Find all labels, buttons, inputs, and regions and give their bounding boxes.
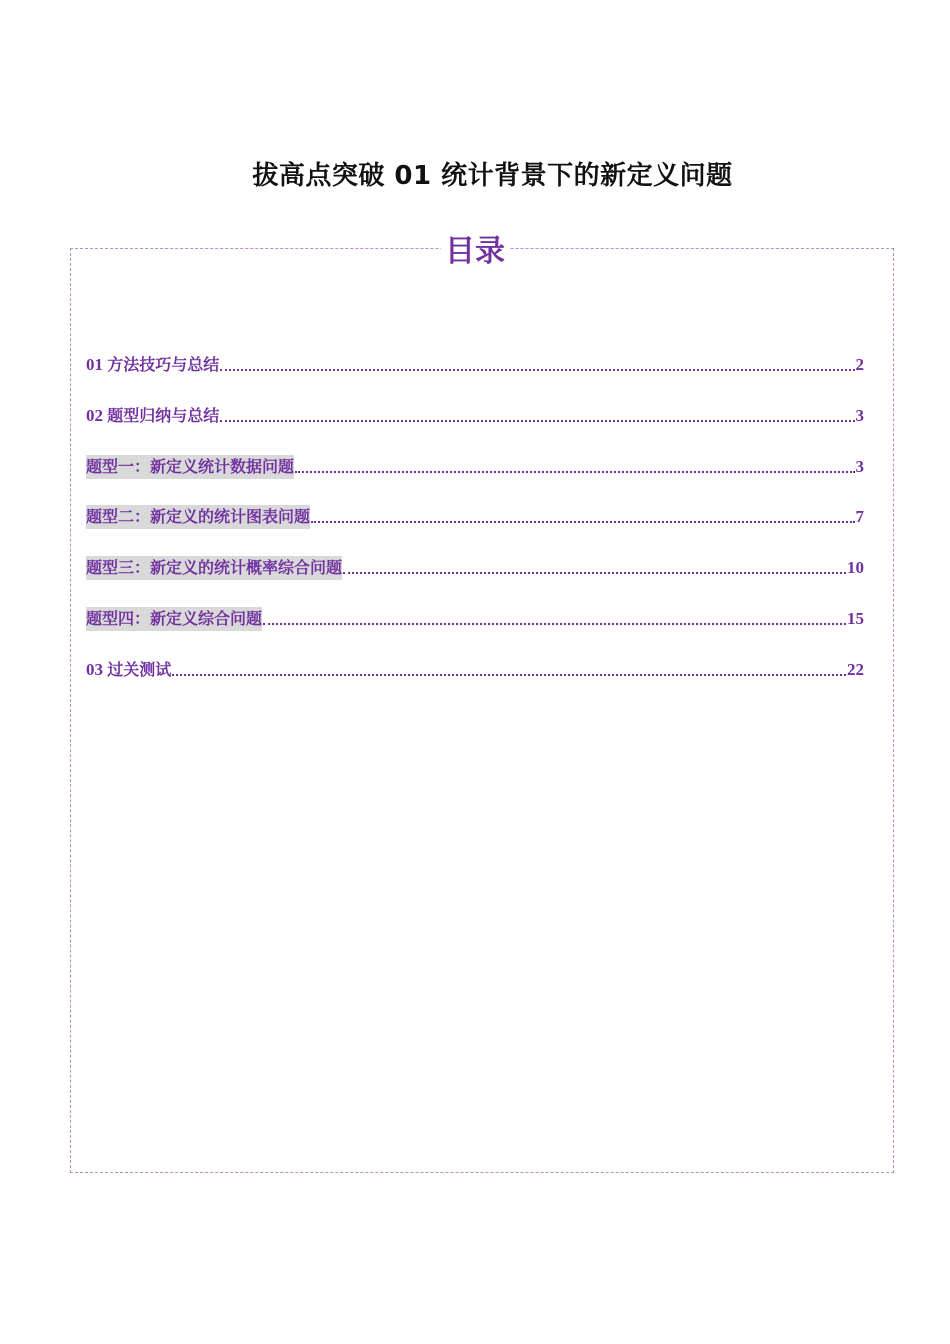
toc-entry-label: 01 方法技巧与总结 [86,355,220,374]
toc-heading: 目录 [441,234,509,270]
toc-page-number: 3 [855,405,864,425]
toc-dot-leader [172,674,846,676]
toc-entry-label: 03 过关测试 [86,659,172,679]
toc-entry-methods[interactable] [86,353,864,377]
toc-entry-label: 02 题型归纳与总结 [86,405,220,425]
toc-list [86,353,864,709]
toc-entry-type-4[interactable] [86,607,864,631]
toc-dot-leader [343,572,846,574]
toc-dot-leader [220,420,854,422]
toc-page-number: 7 [855,507,864,527]
toc-page-number: 10 [847,558,864,578]
toc-dot-leader [295,471,854,473]
document-title: 拔高点突破 01 统计背景下的新定义问题 [252,161,733,191]
toc-dot-leader [311,521,854,523]
toc-page-number: 22 [847,659,864,679]
toc-entry-label: 题型二：新定义的统计图表问题 [86,505,310,529]
toc-entry-type-3[interactable] [86,556,864,580]
toc-dot-leader [263,623,846,625]
toc-page-number: 2 [855,355,864,374]
toc-entry-tests[interactable] [86,658,864,682]
toc-entry-label: 题型三：新定义的统计概率综合问题 [86,556,342,580]
toc-entry-label: 题型四：新定义综合问题 [86,607,262,631]
toc-entry-question-types[interactable] [86,404,864,428]
toc-entry-type-2[interactable] [86,505,864,529]
toc-page-number: 3 [855,456,864,476]
toc-entry-type-1[interactable] [86,455,864,479]
toc-page-number: 15 [847,608,864,628]
toc-entry-label: 题型一：新定义统计数据问题 [86,455,294,479]
toc-dot-leader [220,369,854,371]
